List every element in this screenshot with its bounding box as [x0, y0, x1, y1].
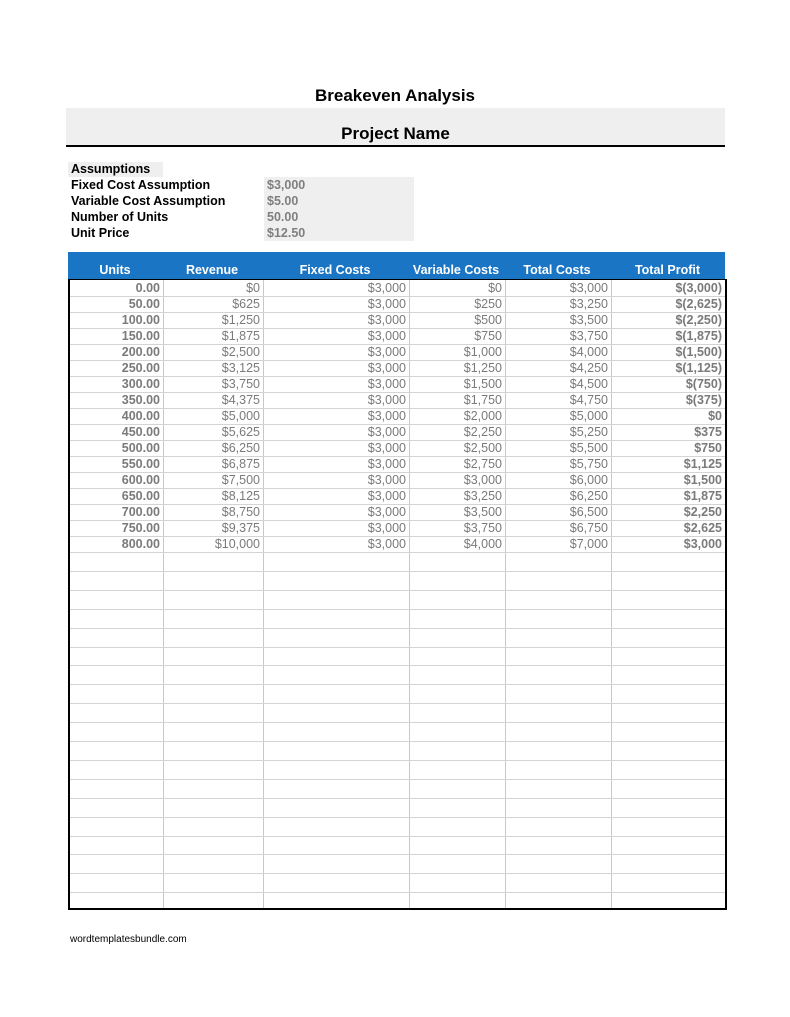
row-divider	[70, 722, 725, 723]
cell-variable-costs[interactable]: $2,750	[463, 457, 502, 471]
cell-units[interactable]: 400.00	[121, 409, 160, 423]
cell-variable-costs[interactable]: $2,000	[463, 409, 502, 423]
cell-total-costs[interactable]: $6,500	[569, 505, 608, 519]
cell-fixed-costs[interactable]: $3,000	[367, 441, 406, 455]
cell-revenue[interactable]: $1,875	[221, 329, 260, 343]
row-divider	[70, 873, 725, 874]
cell-total-costs[interactable]: $3,500	[569, 313, 608, 327]
assumption-row	[68, 225, 414, 241]
assumptions-section	[68, 162, 414, 241]
column-header-fixed-costs: Fixed Costs	[299, 263, 371, 277]
cell-fixed-costs[interactable]: $3,000	[367, 521, 406, 535]
cell-total-profit[interactable]: $0	[708, 409, 722, 423]
cell-fixed-costs[interactable]: $3,000	[367, 297, 406, 311]
cell-revenue[interactable]: $3,125	[221, 361, 260, 375]
column-header-units: Units	[99, 263, 131, 277]
cell-total-profit[interactable]: $(2,625)	[675, 297, 722, 311]
cell-fixed-costs[interactable]: $3,000	[367, 361, 406, 375]
page-title: Breakeven Analysis	[314, 86, 476, 105]
row-divider	[70, 628, 725, 629]
table-row	[70, 360, 725, 376]
cell-units[interactable]: 50.00	[128, 297, 160, 311]
assumption-row	[68, 177, 414, 193]
cell-variable-costs[interactable]: $750	[474, 329, 502, 343]
assumption-value[interactable]: $3,000	[264, 177, 414, 193]
cell-units[interactable]: 300.00	[121, 377, 160, 391]
cell-variable-costs[interactable]: $0	[488, 281, 502, 295]
project-name-band	[66, 108, 725, 147]
cell-units[interactable]: 650.00	[121, 489, 160, 503]
cell-revenue[interactable]: $1,250	[221, 313, 260, 327]
row-divider	[70, 665, 725, 666]
cell-total-profit[interactable]: $2,250	[683, 505, 722, 519]
cell-revenue[interactable]: $5,625	[221, 425, 260, 439]
cell-fixed-costs[interactable]: $3,000	[367, 457, 406, 471]
cell-units[interactable]: 800.00	[121, 537, 160, 551]
cell-variable-costs[interactable]: $4,000	[463, 537, 502, 551]
table-row	[70, 536, 725, 552]
cell-fixed-costs[interactable]: $3,000	[367, 393, 406, 407]
cell-revenue[interactable]: $8,750	[221, 505, 260, 519]
table-row	[70, 280, 725, 296]
cell-revenue[interactable]: $3,750	[221, 377, 260, 391]
table-row	[70, 424, 725, 440]
cell-total-costs[interactable]: $4,250	[569, 361, 608, 375]
cell-total-profit[interactable]: $1,500	[683, 473, 722, 487]
row-divider	[70, 703, 725, 704]
cell-total-profit[interactable]: $(2,250)	[675, 313, 722, 327]
cell-total-costs[interactable]: $4,000	[569, 345, 608, 359]
cell-total-profit[interactable]: $375	[694, 425, 722, 439]
cell-total-profit[interactable]: $(1,875)	[675, 329, 722, 343]
cell-fixed-costs[interactable]: $3,000	[367, 537, 406, 551]
cell-fixed-costs[interactable]: $3,000	[367, 345, 406, 359]
column-header-total-profit: Total Profit	[634, 263, 701, 277]
data-table	[68, 279, 727, 910]
table-row	[70, 392, 725, 408]
cell-total-profit[interactable]: $(1,125)	[675, 361, 722, 375]
cell-revenue[interactable]: $625	[232, 297, 260, 311]
cell-variable-costs[interactable]: $1,000	[463, 345, 502, 359]
table-row	[70, 472, 725, 488]
cell-revenue[interactable]: $4,375	[221, 393, 260, 407]
cell-units[interactable]: 750.00	[121, 521, 160, 535]
cell-fixed-costs[interactable]: $3,000	[367, 313, 406, 327]
table-row	[70, 328, 725, 344]
cell-fixed-costs[interactable]: $3,000	[367, 409, 406, 423]
column-header-revenue: Revenue	[185, 263, 239, 277]
cell-variable-costs[interactable]: $2,250	[463, 425, 502, 439]
cell-variable-costs[interactable]: $1,500	[463, 377, 502, 391]
cell-variable-costs[interactable]: $1,750	[463, 393, 502, 407]
cell-fixed-costs[interactable]: $3,000	[367, 473, 406, 487]
cell-fixed-costs[interactable]: $3,000	[367, 425, 406, 439]
cell-revenue[interactable]: $9,375	[221, 521, 260, 535]
table-row	[70, 440, 725, 456]
cell-total-costs[interactable]: $6,000	[569, 473, 608, 487]
cell-variable-costs[interactable]: $3,000	[463, 473, 502, 487]
row-divider	[70, 552, 725, 553]
assumption-value[interactable]: $12.50	[264, 225, 414, 241]
row-divider	[70, 779, 725, 780]
cell-revenue[interactable]: $6,875	[221, 457, 260, 471]
cell-units[interactable]: 250.00	[121, 361, 160, 375]
assumptions-heading: Assumptions	[68, 162, 163, 177]
cell-total-costs[interactable]: $5,250	[569, 425, 608, 439]
cell-total-costs[interactable]: $6,250	[569, 489, 608, 503]
cell-units[interactable]: 0.00	[135, 281, 160, 295]
cell-fixed-costs[interactable]: $3,000	[367, 489, 406, 503]
assumption-label: Fixed Cost Assumption	[71, 178, 211, 192]
cell-total-costs[interactable]: $3,250	[569, 297, 608, 311]
cell-total-profit[interactable]: $1,125	[683, 457, 722, 471]
cell-revenue[interactable]: $5,000	[221, 409, 260, 423]
table-row	[70, 408, 725, 424]
cell-total-profit[interactable]: $(375)	[685, 393, 722, 407]
cell-total-profit[interactable]: $750	[694, 441, 722, 455]
cell-revenue[interactable]: $7,500	[221, 473, 260, 487]
cell-units[interactable]: 350.00	[121, 393, 160, 407]
cell-total-costs[interactable]: $3,750	[569, 329, 608, 343]
cell-revenue[interactable]: $8,125	[221, 489, 260, 503]
row-divider	[70, 741, 725, 742]
row-divider	[70, 684, 725, 685]
assumption-value[interactable]: $5.00	[264, 193, 414, 209]
footer-source: wordtemplatesbundle.com	[70, 934, 187, 945]
cell-units[interactable]: 150.00	[121, 329, 160, 343]
cell-units[interactable]: 500.00	[121, 441, 160, 455]
row-divider	[70, 609, 725, 610]
cell-variable-costs[interactable]: $1,250	[463, 361, 502, 375]
row-divider	[70, 892, 725, 893]
table-row	[70, 376, 725, 392]
cell-units[interactable]: 100.00	[121, 313, 160, 327]
row-divider	[70, 854, 725, 855]
table-row	[70, 296, 725, 312]
cell-total-profit[interactable]: $3,000	[683, 537, 722, 551]
table-header	[68, 252, 725, 279]
cell-total-costs[interactable]: $3,000	[569, 281, 608, 295]
row-divider	[70, 760, 725, 761]
cell-variable-costs[interactable]: $3,750	[463, 521, 502, 535]
row-divider	[70, 571, 725, 572]
assumption-value[interactable]: 50.00	[264, 209, 414, 225]
table-row	[70, 504, 725, 520]
cell-variable-costs[interactable]: $250	[474, 297, 502, 311]
cell-total-costs[interactable]: $7,000	[569, 537, 608, 551]
cell-units[interactable]: 700.00	[121, 505, 160, 519]
assumption-row	[68, 209, 414, 225]
table-row	[70, 312, 725, 328]
cell-total-costs[interactable]: $4,750	[569, 393, 608, 407]
cell-total-profit[interactable]: $(1,500)	[675, 345, 722, 359]
cell-total-profit[interactable]: $1,875	[683, 489, 722, 503]
cell-revenue[interactable]: $10,000	[214, 537, 260, 551]
cell-total-profit[interactable]: $2,625	[683, 521, 722, 535]
assumption-row	[68, 193, 414, 209]
cell-units[interactable]: 600.00	[121, 473, 160, 487]
cell-revenue[interactable]: $6,250	[221, 441, 260, 455]
row-divider	[70, 836, 725, 837]
cell-revenue[interactable]: $2,500	[221, 345, 260, 359]
cell-total-costs[interactable]: $5,500	[569, 441, 608, 455]
cell-variable-costs[interactable]: $500	[474, 313, 502, 327]
assumption-label: Variable Cost Assumption	[71, 194, 226, 208]
cell-total-costs[interactable]: $4,500	[569, 377, 608, 391]
cell-total-costs[interactable]: $5,750	[569, 457, 608, 471]
column-header-total-costs: Total Costs	[523, 263, 591, 277]
cell-units[interactable]: 450.00	[121, 425, 160, 439]
cell-total-costs[interactable]: $5,000	[569, 409, 608, 423]
table-row	[70, 456, 725, 472]
cell-units[interactable]: 550.00	[121, 457, 160, 471]
cell-total-profit[interactable]: $(3,000)	[675, 281, 722, 295]
cell-total-profit[interactable]: $(750)	[685, 377, 722, 391]
row-divider	[70, 647, 725, 648]
cell-variable-costs[interactable]: $3,500	[463, 505, 502, 519]
cell-fixed-costs[interactable]: $3,000	[367, 281, 406, 295]
row-divider	[70, 590, 725, 591]
assumption-label: Number of Units	[71, 210, 169, 224]
cell-fixed-costs[interactable]: $3,000	[367, 505, 406, 519]
cell-variable-costs[interactable]: $2,500	[463, 441, 502, 455]
cell-units[interactable]: 200.00	[121, 345, 160, 359]
project-name[interactable]: Project Name	[341, 124, 450, 143]
row-divider	[70, 817, 725, 818]
column-header-variable-costs: Variable Costs	[412, 263, 500, 277]
cell-variable-costs[interactable]: $3,250	[463, 489, 502, 503]
assumption-label: Unit Price	[71, 226, 130, 240]
table-row	[70, 520, 725, 536]
cell-fixed-costs[interactable]: $3,000	[367, 377, 406, 391]
cell-revenue[interactable]: $0	[246, 281, 260, 295]
table-row	[70, 488, 725, 504]
row-divider	[70, 798, 725, 799]
cell-fixed-costs[interactable]: $3,000	[367, 329, 406, 343]
cell-total-costs[interactable]: $6,750	[569, 521, 608, 535]
table-row	[70, 344, 725, 360]
